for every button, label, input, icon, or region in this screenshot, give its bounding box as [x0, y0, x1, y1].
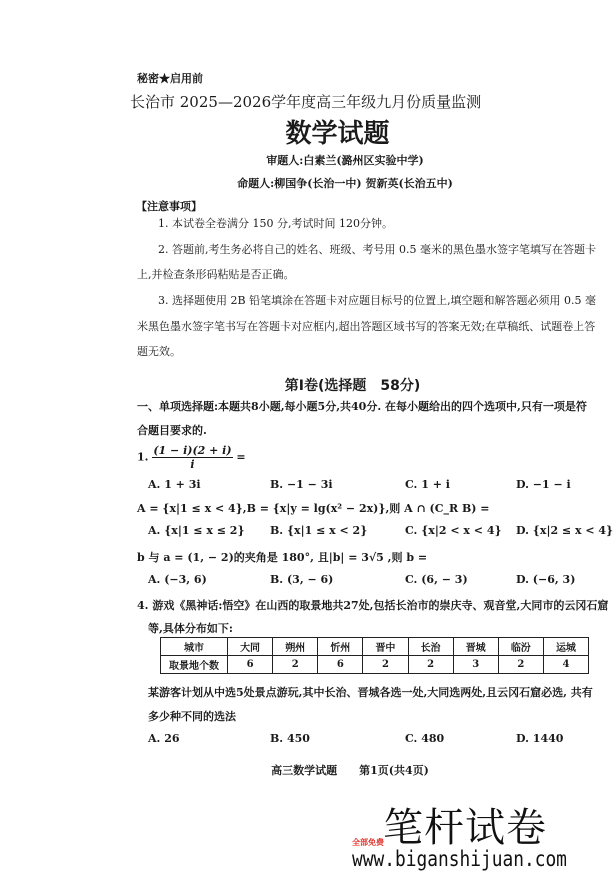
subject-title: 数学试题: [285, 119, 390, 149]
section-desc-line1: 一、单项选择题:本题共8小题,每小题5分,共40分. 在每小题给出的四个选项中,只有一项是符: [137, 400, 587, 413]
table-cell: 长治: [408, 638, 453, 656]
table-cell: 2: [363, 656, 408, 674]
notice-item-1: 1. 本试卷全卷满分 150 分,考试时间 120分钟。: [158, 217, 393, 230]
question-2-option-b: B. {x|1 ≤ x < 2}: [270, 524, 368, 537]
table-header-row: [161, 638, 589, 656]
notice-item-2-line2: 上,并检查条形码粘贴是否正确。: [137, 268, 295, 281]
table-cell: 朔州: [273, 638, 318, 656]
table-cell: 城市: [161, 638, 228, 656]
location-distribution-table: [160, 637, 589, 674]
table-cell: 4: [543, 656, 588, 674]
question-1-option-d: D. −1 − i: [516, 478, 571, 491]
question-4-stem-line2: 等,具体分布如下:: [148, 622, 233, 635]
question-2-option-d: D. {x|2 ≤ x < 4}: [516, 524, 614, 537]
section-desc-line2: 合题目要求的.: [137, 424, 207, 437]
notice-heading: 【注意事项】: [136, 200, 202, 213]
table-cell: 2: [273, 656, 318, 674]
question-1-option-c: C. 1 + i: [405, 478, 450, 491]
table-cell: 晋城: [453, 638, 498, 656]
fraction-numerator: (1 − i)(2 + i): [153, 444, 232, 457]
authors-line: 命题人:柳国争(长治一中) 贺新英(长治五中): [237, 177, 453, 190]
watermark-free-label: 全部免费: [352, 838, 384, 847]
notice-item-3-line1: 3. 选择题使用 2B 铅笔填涂在答题卡对应题目标号的位置上,填空题和解答题必须用 0.5 毫: [158, 294, 597, 307]
question-number: 1.: [137, 450, 149, 464]
watermark-url: www.biganshijuan.com: [352, 847, 567, 871]
notice-item-3-line2: 米黑色墨水签字笔书写在答题卡对应框内,超出答题区域书写的答案无效;在草稿纸、试题卷上答: [137, 320, 596, 333]
table-cell: 3: [453, 656, 498, 674]
fraction: [152, 444, 232, 471]
question-2-stem: A = {x|1 ≤ x < 4},B = {x|y = lg(x² − 2x)},则 A ∩ (C_R B) =: [137, 502, 490, 515]
confidential-label: 秘密★启用前: [137, 72, 203, 85]
question-3-option-a: A. (−3, 6): [148, 573, 207, 586]
section-title: 第Ⅰ卷(选择题 58分): [284, 378, 421, 394]
table-cell: 晋中: [363, 638, 408, 656]
exam-title: 长治市 2025—2026学年度高三年级九月份质量监测: [130, 93, 482, 111]
question-3-option-b: B. (3, − 6): [270, 573, 334, 586]
question-4-option-c: C. 480: [405, 732, 445, 745]
table-cell: 6: [228, 656, 273, 674]
table-cell: 2: [408, 656, 453, 674]
watermark-title: 笔杆试卷: [383, 805, 547, 851]
notice-item-3-line3: 题无效。: [137, 345, 181, 358]
table-cell: 运城: [543, 638, 588, 656]
table-row: [161, 656, 589, 674]
question-1-option-a: A. 1 + 3i: [148, 478, 201, 491]
reviewer-line: 审题人:白素兰(潞州区实验中学): [266, 154, 424, 167]
question-2-option-c: C. {x|2 < x < 4}: [405, 524, 502, 537]
question-4-stem-line1: 4. 游戏《黑神话:悟空》在山西的取景地共27处,包括长治市的崇庆寺、观音堂,大同市的云冈石窟: [137, 599, 609, 612]
table-cell: 2: [498, 656, 543, 674]
table-cell: 大同: [228, 638, 273, 656]
page-footer: 高三数学试题 第1页(共4页): [271, 764, 429, 777]
table-cell: 取景地个数: [161, 656, 228, 674]
question-3-option-d: D. (−6, 3): [516, 573, 576, 586]
question-4-follow-line2: 多少种不同的选法: [148, 710, 236, 723]
equals-sign: =: [236, 450, 246, 464]
question-4-option-a: A. 26: [148, 732, 180, 745]
question-4-follow-line1: 某游客计划从中选5处景点游玩,其中长治、晋城各选一处,大同选两处,且云冈石窟必选, 共有: [148, 686, 593, 699]
question-4-option-b: B. 450: [270, 732, 310, 745]
question-4-option-d: D. 1440: [516, 732, 564, 745]
table-cell: 临汾: [498, 638, 543, 656]
question-1-stem: [137, 444, 246, 471]
fraction-denominator: i: [190, 458, 195, 471]
question-2-option-a: A. {x|1 ≤ x ≤ 2}: [148, 524, 245, 537]
question-3-stem: b 与 a = (1, − 2)的夹角是 180°, 且|b| = 3√5 ,则 b =: [137, 551, 428, 564]
question-3-option-c: C. (6, − 3): [405, 573, 468, 586]
notice-item-2-line1: 2. 答题前,考生务必将自己的姓名、班级、考号用 0.5 毫米的黑色墨水签字笔填写在答题卡: [158, 243, 596, 256]
table-cell: 忻州: [318, 638, 363, 656]
table-cell: 6: [318, 656, 363, 674]
question-1-option-b: B. −1 − 3i: [270, 478, 333, 491]
